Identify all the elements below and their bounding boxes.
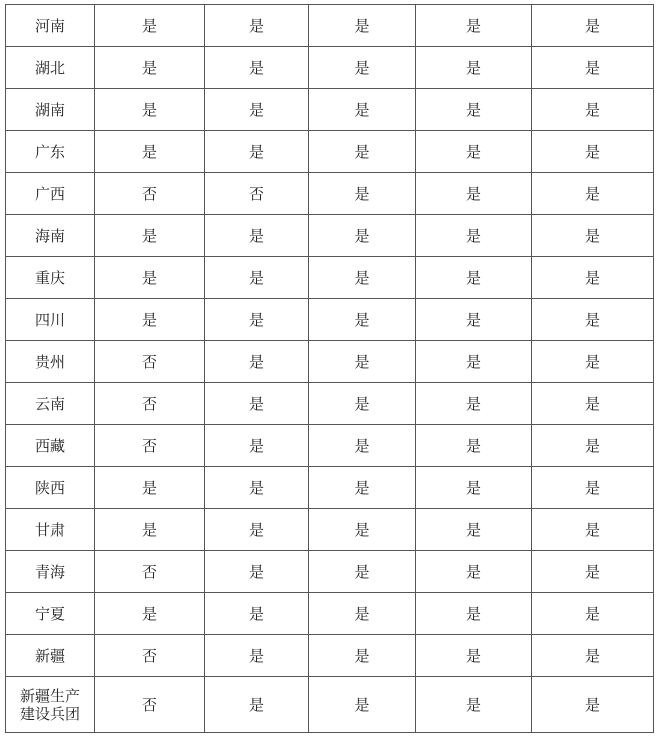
value-cell: 是: [416, 131, 532, 173]
value-cell: 是: [205, 383, 309, 425]
value-cell: 是: [416, 425, 532, 467]
value-cell: 是: [416, 593, 532, 635]
value-cell: 是: [205, 551, 309, 593]
value-cell: 否: [95, 341, 205, 383]
value-cell: 否: [95, 677, 205, 733]
value-cell: 是: [416, 173, 532, 215]
table-row: [6, 131, 654, 173]
region-cell: 重庆: [6, 257, 95, 299]
region-cell: 广西: [6, 173, 95, 215]
value-cell: 是: [205, 299, 309, 341]
value-cell: 是: [205, 341, 309, 383]
value-cell: 是: [205, 467, 309, 509]
table-row: [6, 635, 654, 677]
value-cell: 是: [532, 5, 654, 47]
region-cell: 甘肃: [6, 509, 95, 551]
region-cell: 四川: [6, 299, 95, 341]
table-row: [6, 257, 654, 299]
region-cell: 贵州: [6, 341, 95, 383]
value-cell: 否: [95, 551, 205, 593]
region-cell: 湖南: [6, 89, 95, 131]
table-row: [6, 467, 654, 509]
value-cell: 是: [309, 593, 416, 635]
value-cell: 是: [416, 341, 532, 383]
table-row: [6, 5, 654, 47]
value-cell: 是: [205, 5, 309, 47]
value-cell: 是: [416, 677, 532, 733]
table-row: [6, 677, 654, 733]
value-cell: 是: [309, 257, 416, 299]
table-row: [6, 215, 654, 257]
value-cell: 是: [95, 257, 205, 299]
value-cell: 是: [416, 383, 532, 425]
value-cell: 是: [532, 677, 654, 733]
table-row: [6, 593, 654, 635]
value-cell: 是: [416, 635, 532, 677]
value-cell: 否: [95, 635, 205, 677]
value-cell: 是: [95, 299, 205, 341]
value-cell: 是: [309, 551, 416, 593]
value-cell: 是: [95, 215, 205, 257]
value-cell: 是: [416, 509, 532, 551]
value-cell: 是: [309, 47, 416, 89]
value-cell: 是: [95, 89, 205, 131]
value-cell: 是: [309, 341, 416, 383]
value-cell: 是: [309, 635, 416, 677]
value-cell: 是: [205, 509, 309, 551]
value-cell: 是: [309, 425, 416, 467]
region-cell: 青海: [6, 551, 95, 593]
value-cell: 是: [309, 89, 416, 131]
value-cell: 是: [205, 89, 309, 131]
value-cell: 是: [95, 593, 205, 635]
table-row: [6, 47, 654, 89]
value-cell: 是: [205, 257, 309, 299]
value-cell: 是: [532, 257, 654, 299]
value-cell: 是: [532, 509, 654, 551]
region-cell: 河南: [6, 5, 95, 47]
value-cell: 是: [309, 467, 416, 509]
region-table: [5, 4, 654, 733]
region-cell: 新疆: [6, 635, 95, 677]
value-cell: 是: [532, 635, 654, 677]
value-cell: 是: [95, 47, 205, 89]
value-cell: 是: [532, 47, 654, 89]
value-cell: 否: [205, 173, 309, 215]
value-cell: 是: [532, 173, 654, 215]
region-cell: 广东: [6, 131, 95, 173]
value-cell: 否: [95, 383, 205, 425]
value-cell: 是: [416, 47, 532, 89]
table-row: [6, 299, 654, 341]
value-cell: 是: [95, 131, 205, 173]
value-cell: 否: [95, 173, 205, 215]
value-cell: 是: [309, 677, 416, 733]
value-cell: 是: [416, 257, 532, 299]
region-cell: 云南: [6, 383, 95, 425]
value-cell: 是: [95, 467, 205, 509]
value-cell: 是: [205, 47, 309, 89]
value-cell: 是: [532, 299, 654, 341]
value-cell: 是: [205, 677, 309, 733]
region-cell: 陕西: [6, 467, 95, 509]
value-cell: 是: [532, 551, 654, 593]
value-cell: 是: [532, 425, 654, 467]
table-row: [6, 383, 654, 425]
table-row: [6, 341, 654, 383]
region-cell: 海南: [6, 215, 95, 257]
value-cell: 是: [205, 425, 309, 467]
value-cell: 是: [309, 173, 416, 215]
value-cell: 否: [95, 425, 205, 467]
value-cell: 是: [309, 5, 416, 47]
value-cell: 是: [205, 131, 309, 173]
value-cell: 是: [95, 509, 205, 551]
value-cell: 是: [416, 5, 532, 47]
table-row: [6, 551, 654, 593]
value-cell: 是: [532, 131, 654, 173]
region-cell: 新疆生产 建设兵团: [6, 677, 95, 733]
table-row: [6, 89, 654, 131]
value-cell: 是: [532, 215, 654, 257]
value-cell: 是: [205, 593, 309, 635]
value-cell: 是: [205, 215, 309, 257]
value-cell: 是: [416, 89, 532, 131]
table-row: [6, 425, 654, 467]
value-cell: 是: [309, 215, 416, 257]
value-cell: 是: [416, 299, 532, 341]
value-cell: 是: [532, 467, 654, 509]
table-body: [6, 5, 654, 733]
region-cell: 湖北: [6, 47, 95, 89]
value-cell: 是: [416, 551, 532, 593]
value-cell: 是: [532, 341, 654, 383]
value-cell: 是: [309, 131, 416, 173]
value-cell: 是: [205, 635, 309, 677]
region-cell: 西藏: [6, 425, 95, 467]
region-cell: 宁夏: [6, 593, 95, 635]
table-row: [6, 509, 654, 551]
value-cell: 是: [95, 5, 205, 47]
value-cell: 是: [532, 383, 654, 425]
value-cell: 是: [416, 467, 532, 509]
value-cell: 是: [309, 383, 416, 425]
value-cell: 是: [309, 509, 416, 551]
value-cell: 是: [309, 299, 416, 341]
value-cell: 是: [532, 593, 654, 635]
value-cell: 是: [532, 89, 654, 131]
value-cell: 是: [416, 215, 532, 257]
table-row: [6, 173, 654, 215]
